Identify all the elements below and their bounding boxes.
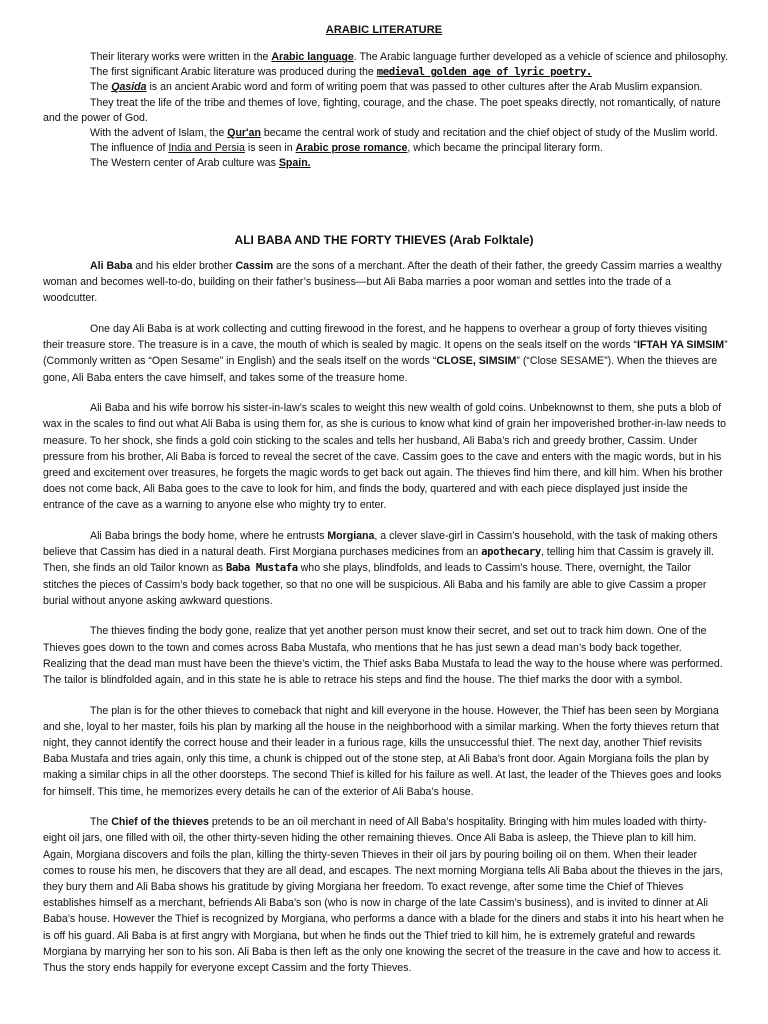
text-run: is an ancient Arabic word and form of writing poem that was passed to other cultures after the Arab Muslim expansion.: [146, 81, 703, 94]
text-run: , telling him that Cassim is gravely ill. Then, she finds an old Tailor known as: [43, 546, 714, 575]
close-phrase: CLOSE, SIMSIM: [436, 355, 517, 368]
story-title: ALI BABA AND THE FORTY THIEVES (Arab Folktale): [234, 233, 534, 247]
text-run: With the advent of Islam, the: [90, 127, 228, 140]
lit-paragraph-2: [43, 65, 728, 80]
quran-emphasis: Qur'an: [227, 127, 261, 140]
text-run: . The Arabic language further developed as a vehicle of science and philosophy.: [353, 51, 728, 63]
text-run: The first significant Arabic literature was produced during the: [90, 66, 377, 79]
golden-age-emphasis: medieval golden age of lyric poetry.: [376, 66, 592, 79]
text-run: ” (Commonly written as “Open Sesame” in English) and the seals itself on the words “: [43, 339, 728, 368]
text-run: Their literary works were written in the: [90, 51, 272, 63]
story-paragraph-6: The plan is for the other thieves to comeback that night and kill everyone in the house. However, the Thief has been seen by Morgiana and she, loyal to her master, foils his plan by marking all the house in the neighborhood with a similar marking. When the forty thieves return that night, they cannot identify the correct house and their leader in a furious rage, kills the unsuccessful thief. The next day, another Thief revisits Baba Mustafa and tries again, only this time, a chunk is chipped out of the stone step, at Ali Baba’s front door. Again Morgiana foils the plan by making a similar chips in all the other doorsteps. The second Thief is killed for his failure as well. At last, the leader of the Thieves goes and looks for himself. This time, he memorizes every details he can of the exterior of Ali Baba’s house.: [43, 704, 722, 798]
cassim-name: Cassim: [235, 260, 274, 272]
lit-paragraph-4: They treat the life of the tribe and themes of love, fighting, courage, and the chase. The poet speaks directly, not romantically, of nature and the power of God.: [43, 96, 721, 124]
lit-paragraph-6: [43, 141, 728, 156]
arabic-language-emphasis: Arabic language: [271, 51, 354, 63]
story-paragraph-2: [43, 321, 728, 386]
story-section: [43, 258, 728, 991]
story-paragraph-1: [43, 258, 728, 307]
story-paragraph-3: Ali Baba and his wife borrow his sister-in-law’s scales to weight this new wealth of gold coins. Unbeknownst to them, she puts a blob of wax in the scales to find out what Ali Baba is using them for, as she is curious to know what kind of grain her impoverished brother-in-law needs to measure. To her shock, she finds a gold coin sticking to the scales and tells her husband, Ali Baba’s rich and greedy brother, Cassim. Under pressure from his brother, Ali Baba is forced to reveal the secret of the cave. Cassim goes to the cave and enters with the magic words, but in his greed and excitement over treasures, he forgets the magic words to get back out again. The thieves find him there, and kill him. When his brother does not come back, Ali Baba goes to the cave to look for him, and finds the body, quartered and with each piece displayed just inside the entrance of the cave as a warning to anyone else who mighty try to enter.: [43, 402, 727, 512]
text-run: , a clever slave-girl in Cassim’s household, with the task of making others believe that Cassim has died in a natural death. First Morgiana purchases medicines from an: [43, 530, 718, 559]
text-run: became the central work of study and recitation and the chief object of study of the Muslim world.: [260, 127, 718, 140]
text-run: The influence of: [90, 142, 169, 155]
lit-paragraph-5: [43, 126, 728, 141]
story-paragraph-7: [43, 814, 728, 976]
chief-of-thieves-term: Chief of the thieves: [111, 816, 209, 829]
text-run: and his elder brother: [132, 260, 236, 272]
text-run: One day Ali Baba is at work collecting and cutting firewood in the forest, and he happens to overhear a group of forty thieves visiting their treasure store. The treasure is in a cave, the mouth of which is sealed by magic. It opens on the seals itself on the words “: [43, 323, 708, 352]
text-run: The Western center of Arab culture was: [90, 157, 279, 170]
lit-paragraph-7: [43, 156, 728, 171]
baba-mustafa-name: Baba Mustafa: [225, 562, 298, 575]
qasida-emphasis: Qasida: [111, 81, 147, 94]
text-run: who she plays, blindfolds, and leads to Cassim’s house. There, overnight, the Tailor stitches the pieces of Cassim’s body back together, so that no one will be suspicious. Ali Baba and his family are able to give Cassim a proper burial without anyone asking awkward questions.: [43, 562, 707, 607]
text-run: pretends to be an oil merchant in need of All Baba’s hospitality. Bringing with him mules loaded with thirty-eight oil jars, one filled with oil, the other thirty-seven hiding the other remaining thieves. Once Ali Baba is asleep, the Thieve plan to kill him. Again, Morgiana discovers and foils the plan, killing the thirty-seven Thieves in their oil jars by pouring boiling oil on them. When their leader comes to rouse his men, he discovers that they are all dead, and escapes. The next morning Morgiana tells Ali Baba about the thieves in the jars, they bury them and Ali Baba shows his gratitude by giving Morgiana her freedom. To exact revenge, after some time the Chief of Thieves establishes himself as a merchant, befriends Ali Baba’s son (who is now in charge of the late Cassim’s business), and is invited to dinner at Ali Baba’s house. However the Thief is recognized by Morgiana, who performs a dance with a blade for the diners and stabs it into his heart when he is off his guard. Ali Baba is at first angry with Morgiana, but when he finds out the Thief tried to kill him, he is extremely grateful and rewards Morgiana by marrying her son to his son. Ali Baba is then left as the only one knowing the secret of the treasure in the cave and how to access it. Thus the story ends happily for everyone except Cassim and the forty Thieves.: [43, 816, 724, 975]
arabic-literature-section: [43, 50, 728, 172]
spain-emphasis: Spain.: [278, 157, 311, 170]
text-run: ” (“Close SESAME”). When the thieves are gone, Ali Baba enters the cave himself, and takes some of the treasure home.: [43, 355, 718, 384]
open-phrase: IFTAH YA SIMSIM: [636, 339, 725, 352]
india-persia-emphasis: India and Persia: [168, 142, 245, 155]
story-paragraph-5: The thieves finding the body gone, realize that yet another person must know their secret, and set out to track him down. One of the Thieves goes down to the town and comes across Baba Mustafa, who mentions that he has just sewn a dead man’s body back together. Realizing that the dead man must have been the thieve’s victim, the Thief asks Baba Mustafa to lead the way to the house where was performed. The tailor is blindfolded again, and in this state he is able to retrace his steps and find the house. The thief marks the door with a symbol.: [43, 625, 723, 687]
text-run: Ali Baba brings the body home, where he entrusts: [90, 530, 328, 543]
lit-paragraph-3: [43, 80, 728, 95]
apothecary-term: apothecary: [481, 546, 541, 559]
story-paragraph-4: [43, 528, 728, 609]
text-run: , which became the principal literary form.: [407, 142, 603, 155]
morgiana-name: Morgiana: [327, 530, 375, 543]
ali-baba-name: Ali Baba: [90, 260, 133, 272]
page-title: ARABIC LITERATURE: [325, 24, 443, 36]
text-run: The: [90, 816, 112, 829]
lit-paragraph-1: [43, 50, 728, 65]
text-run: are the sons of a merchant. After the death of their father, the greedy Cassim marries a wealthy woman and becomes well-to-do, building on their father’s business—but Ali Baba marries a poor woman and settles into the trade of a woodcutter.: [43, 260, 722, 305]
text-run: is seen in: [244, 142, 296, 155]
text-run: The: [90, 81, 112, 94]
prose-romance-emphasis: Arabic prose romance: [295, 142, 408, 155]
